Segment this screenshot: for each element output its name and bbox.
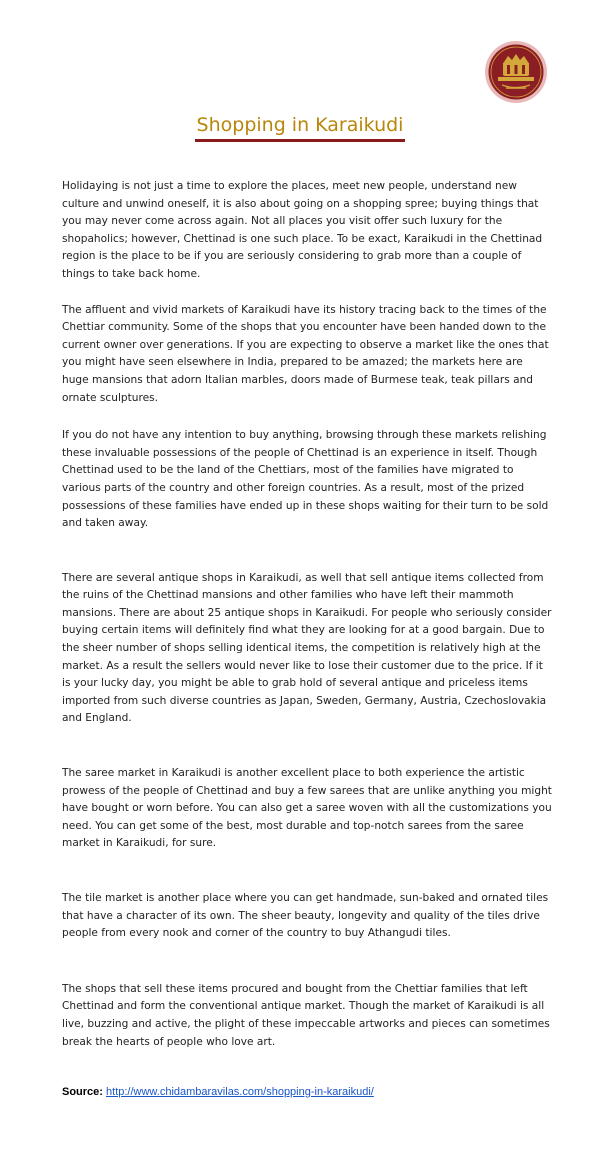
article-paragraph: The affluent and vivid markets of Karaikudi have its history tracing back to the times of the Chettiar community. Some of the shops that you encounter have been handed down to the current owner over generations. If you are expecting to observe a market like the ones that you might have seen elsewhere in India, prepared to be amazed; the markets here are huge mansions that adorn Italian marbles, doors made of Burmese teak, teak pillars and ornate sculptures. — [62, 303, 549, 404]
source-link[interactable]: http://www.chidambaravilas.com/shopping-in-karaikudi/ — [106, 1086, 374, 1098]
article-paragraph: The saree market in Karaikudi is another excellent place to both experience the artistic prowess of the people of Chettinad and buy a few sarees that are unlike anything you might have bought or worn before. You can also get a saree woven with all the customizations you need. You can get some of the best, most durable and top-notch sarees from the saree market in Karaikudi, for sure. — [62, 767, 552, 850]
article-body — [62, 178, 552, 1051]
article-paragraph: The shops that sell these items procured and bought from the Chettiar families that left Chettinad and form the conventional antique market. Though the market of Karaikudi is all live, buzzing and active, the plight of these impeccable artworks and pieces can sometimes break the hearts of people who love art. — [62, 982, 550, 1048]
source-label: Source: — [62, 1086, 103, 1098]
brand-logo-icon — [484, 40, 548, 104]
article-paragraph: There are several antique shops in Karaikudi, as well that sell antique items collected from the ruins of the Chettinad mansions and other families who have left their mammoth mansions. There are about 25 antique shops in Karaikudi. For people who seriously consider buying certain items will definitely find what they are looking for at a good bargain. Due to the sheer number of shops selling identical items, the competition is relatively high at the market. As a result the sellers would never like to lose their customer due to the price. If it is your lucky day, you might be able to grab hold of several antique and priceless items imported from such diverse countries as Japan, Sweden, Germany, Austria, Czechoslovakia and England. — [62, 571, 552, 725]
article-paragraph: If you do not have any intention to buy anything, browsing through these markets relishing these invaluable possessions of the people of Chettinad is an experience in itself. Though Chettinad used to be the land of the Chettiars, most of the families have migrated to various parts of the country and other foreign countries. As a result, most of the prized possessions of these families have ended up in these shops waiting for their turn to be sold and taken away. — [62, 429, 549, 530]
article-paragraph: The tile market is another place where you can get handmade, sun-baked and ornated tiles that have a character of its own. The sheer beauty, longevity and quality of the tiles drive people from every nook and corner of the country to buy Athangudi tiles. — [62, 892, 549, 940]
article-paragraph: Holidaying is not just a time to explore the places, meet new people, understand new culture and unwind oneself, it is also about going on a shopping spree; buying things that you may never come across again. Not all places you visit offer such luxury for the shopaholics; however, Chettinad is one such place. To be exact, Karaikudi in the Chettinad region is the place to be if you are seriously considering to grab more than a couple of things to take back home. — [62, 180, 543, 280]
page-title: Shopping in Karaikudi — [195, 114, 406, 142]
source-line — [62, 1086, 374, 1098]
